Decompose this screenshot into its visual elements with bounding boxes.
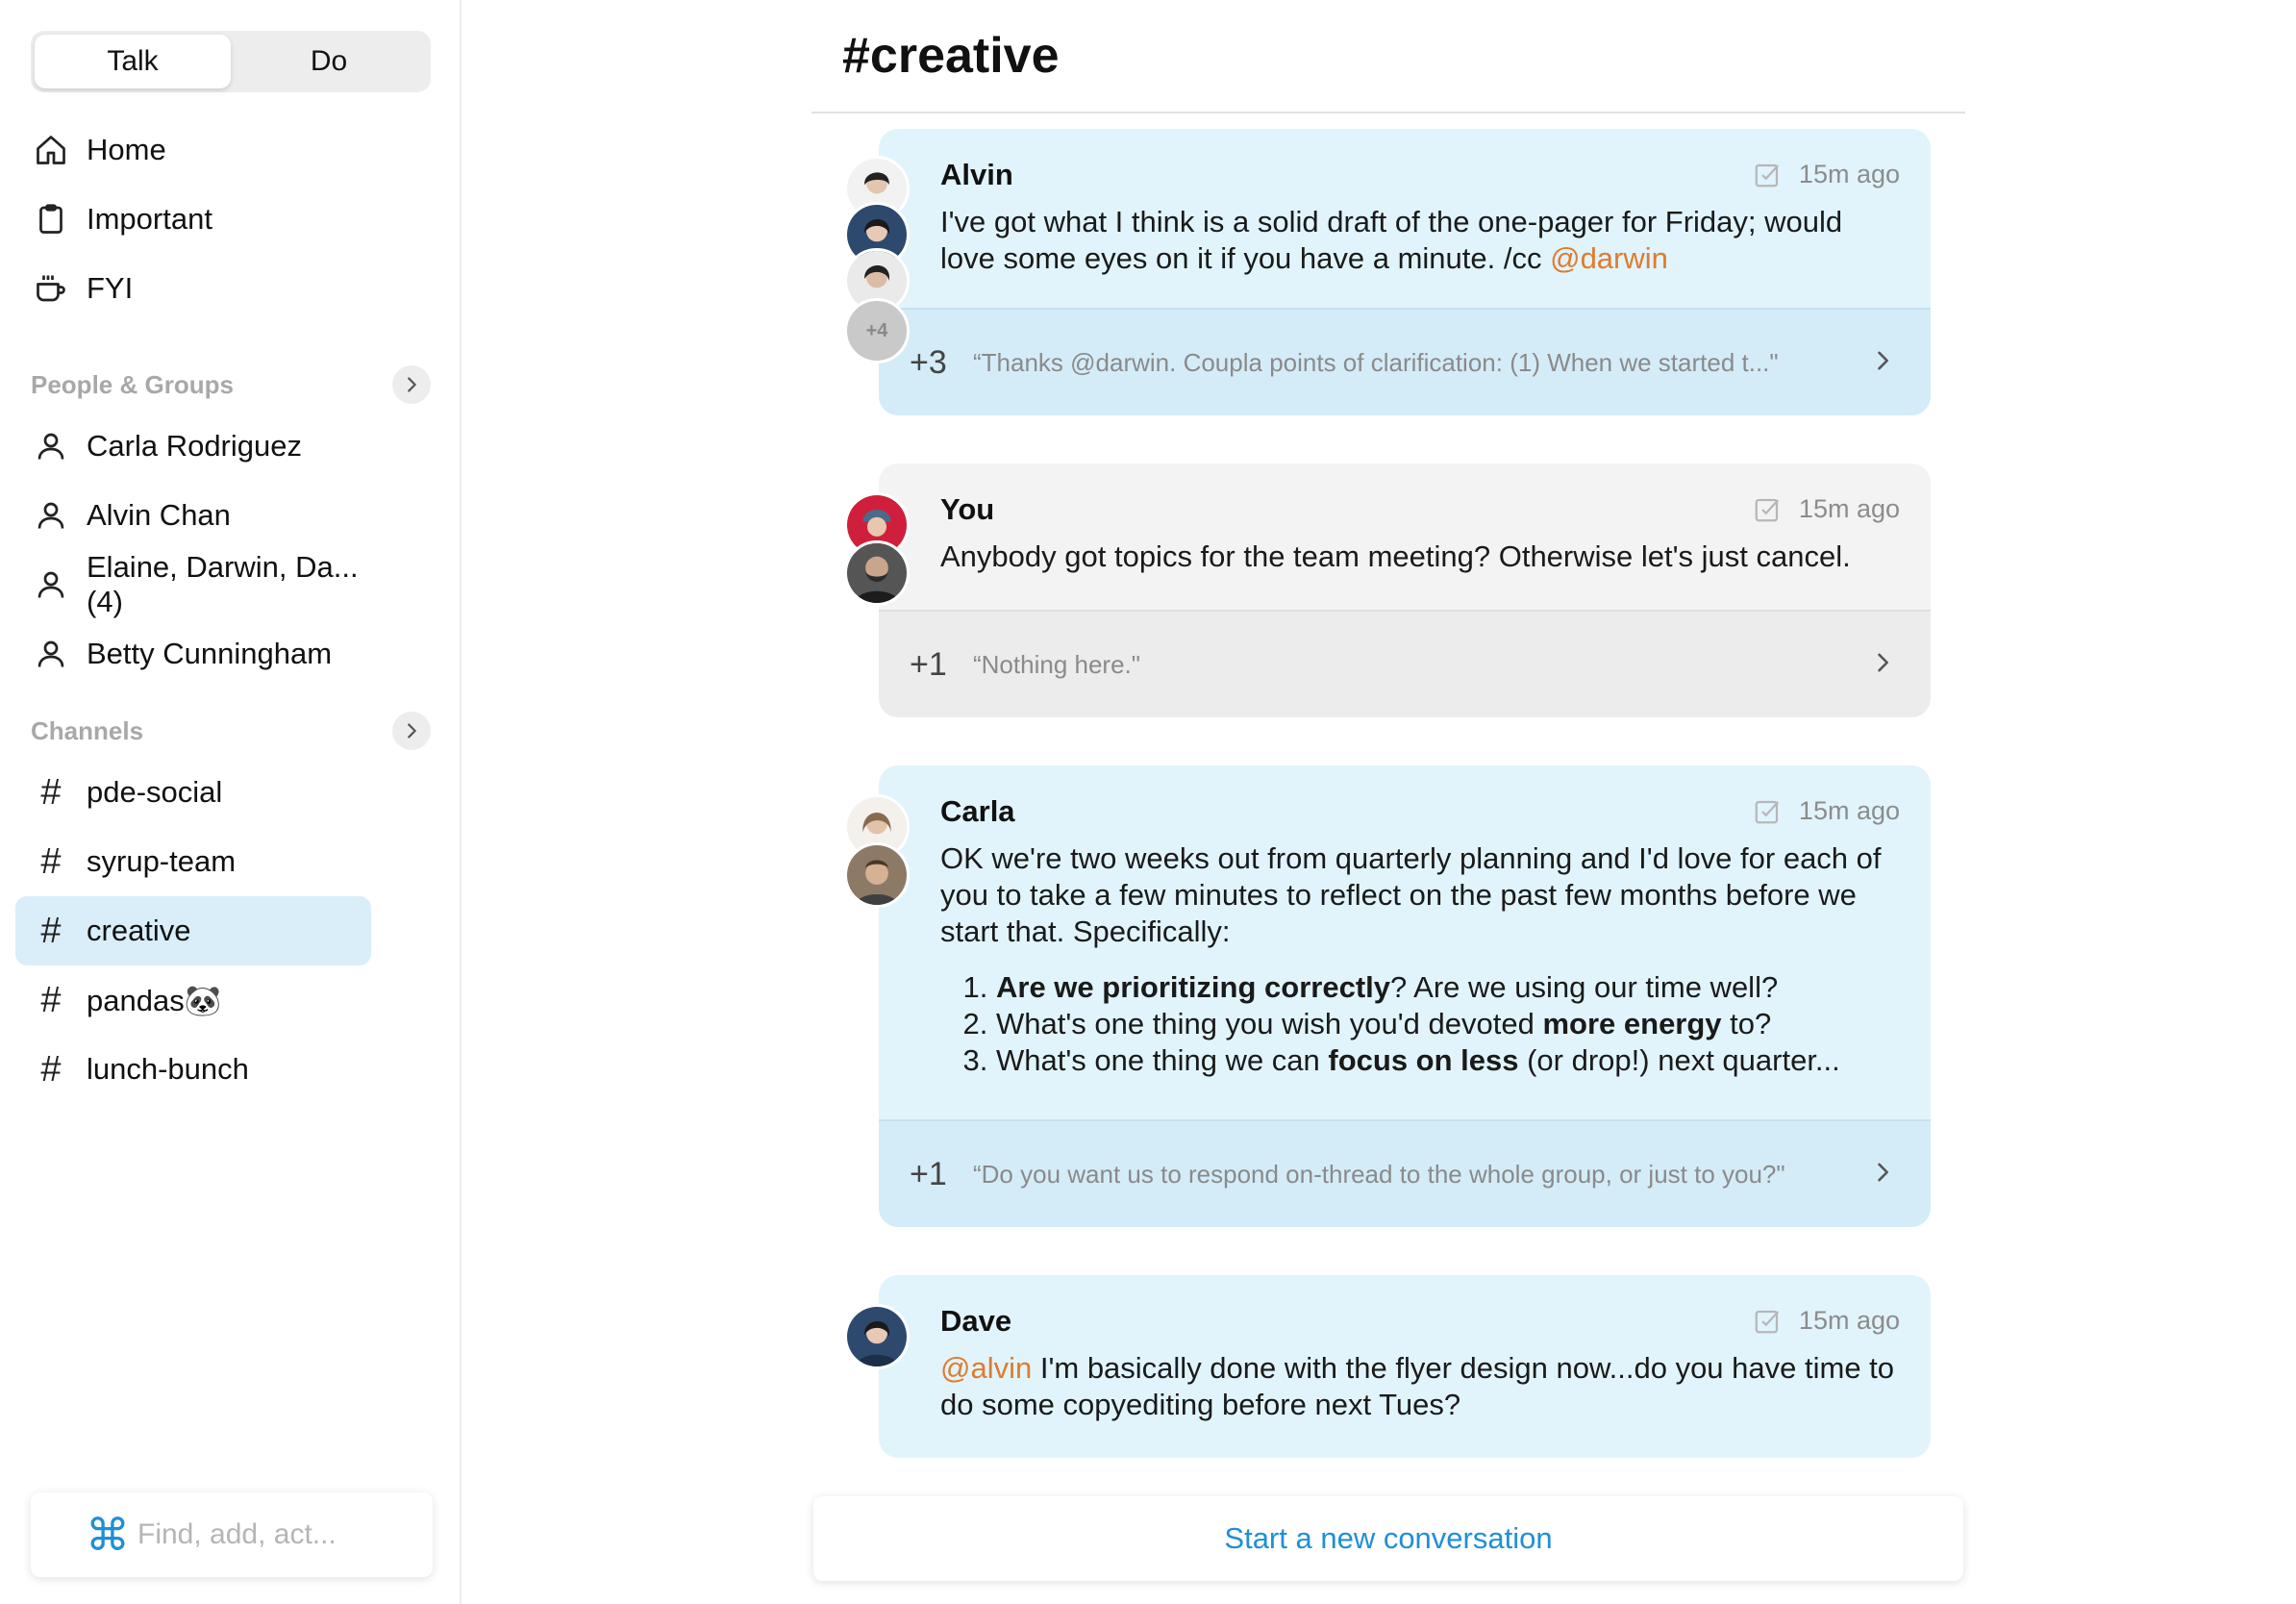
more-participants-badge[interactable]: +4	[844, 298, 910, 363]
message-text: Anybody got topics for the team meeting? Otherwise let's just cancel.	[940, 539, 1851, 573]
channel-item-pde-social[interactable]	[15, 758, 371, 827]
person-icon	[33, 497, 69, 534]
reply-count: +3	[910, 343, 947, 381]
hash-icon: #	[40, 979, 62, 1020]
person-item-carla[interactable]	[15, 412, 371, 481]
reply-preview: “Nothing here."	[973, 650, 1140, 679]
thread-reply-bar[interactable]	[879, 610, 1931, 717]
timestamp: 15m ago	[1798, 1306, 1900, 1335]
checkbox-icon[interactable]	[1753, 1307, 1782, 1336]
nav-item-label: Home	[87, 133, 166, 166]
person-icon	[33, 636, 69, 672]
message-body	[879, 529, 1931, 575]
channel-item-syrup-team[interactable]	[15, 827, 371, 896]
conversation-card[interactable]	[879, 765, 1931, 1227]
channel-item-creative[interactable]	[15, 896, 371, 965]
avatar	[844, 842, 910, 908]
group-item-elaine[interactable]	[15, 550, 371, 619]
conversation-card[interactable]	[879, 1275, 1931, 1458]
hash-icon: #	[40, 840, 62, 882]
chevron-right-icon	[1869, 347, 1896, 379]
list-item: 3. What's one thing we can focus on less (or drop!) next quarter...	[996, 1042, 1900, 1079]
do-tab[interactable]: Do	[310, 45, 348, 77]
conversation-card[interactable]	[879, 464, 1931, 717]
author-name: Dave	[940, 1304, 1012, 1338]
person-item-label: Alvin Chan	[87, 498, 231, 532]
talk-tab[interactable]: Talk	[35, 35, 231, 88]
avatar	[844, 540, 910, 606]
channel-item-label: lunch-bunch	[87, 1052, 249, 1086]
channel-item-label: creative	[87, 914, 191, 947]
list-item: 2. What's one thing you wish you'd devoted more energy to?	[996, 1006, 1900, 1042]
sidebar	[0, 0, 462, 1604]
nav-item-label: FYI	[87, 271, 134, 305]
hash-icon: #	[40, 910, 62, 951]
hash-icon: #	[40, 771, 62, 813]
mention-link[interactable]: @darwin	[1550, 241, 1668, 275]
channels-header	[31, 712, 431, 750]
chevron-right-icon[interactable]	[392, 712, 431, 750]
message-text: I've got what I think is a solid draft of the one-pager for Friday; would love some eyes on it if you have a minute. /cc	[940, 205, 1843, 275]
nav-item-label: Important	[87, 202, 212, 236]
search-input[interactable]	[137, 1518, 378, 1551]
message-body	[879, 1341, 1931, 1423]
command-icon: ⌘	[86, 1510, 130, 1560]
list-item: 1. Are we prioritizing correctly? Are we using our time well?	[996, 969, 1900, 1006]
author-name: Carla	[940, 794, 1015, 828]
chevron-right-icon	[1869, 1159, 1896, 1190]
channel-item-pandas[interactable]	[15, 965, 371, 1035]
author-name: Alvin	[940, 158, 1013, 191]
avatar	[844, 1304, 910, 1369]
clipboard-icon	[33, 201, 69, 238]
hash-icon: #	[40, 1048, 62, 1090]
person-item-label: Carla Rodriguez	[87, 429, 302, 463]
message-text: I'm basically done with the flyer design now...do you have time to do some copyediting before next Tues?	[940, 1351, 1895, 1421]
reply-count: +1	[910, 1155, 947, 1192]
thread-reply-bar[interactable]	[879, 308, 1931, 415]
message-list	[940, 969, 1900, 1079]
message-body	[879, 831, 1931, 1079]
person-item-betty[interactable]	[15, 619, 371, 689]
person-icon	[33, 566, 69, 603]
nav-item-home[interactable]	[15, 115, 371, 185]
timestamp: 15m ago	[1798, 796, 1900, 825]
section-title: Channels	[31, 715, 144, 745]
channel-item-label: syrup-team	[87, 844, 237, 878]
nav-item-fyi[interactable]	[15, 254, 371, 323]
page-title: #creative	[842, 28, 1060, 84]
timestamp: 15m ago	[1798, 160, 1900, 188]
channel-item-label: pde-social	[87, 775, 223, 809]
thread-reply-bar[interactable]	[879, 1119, 1931, 1227]
reply-preview: “Do you want us to respond on-thread to the whole group, or just to you?"	[973, 1160, 1785, 1189]
new-conversation-button[interactable]: Start a new conversation	[813, 1496, 1963, 1581]
mention-link[interactable]: @alvin	[940, 1351, 1033, 1385]
author-name: You	[940, 492, 995, 526]
nav-item-important[interactable]	[15, 185, 371, 254]
person-icon	[33, 428, 69, 464]
section-title: People & Groups	[31, 369, 234, 399]
message-body	[879, 194, 1931, 277]
message-text: OK we're two weeks out from quarterly planning and I'd love for each of you to take a few minutes to reflect on the past few months before we start that. Specifically:	[940, 841, 1882, 948]
coffee-icon	[33, 270, 69, 307]
channel-item-lunch-bunch[interactable]	[15, 1035, 371, 1104]
chevron-right-icon	[1869, 649, 1896, 681]
conversation-card[interactable]	[879, 129, 1931, 415]
person-item-alvin[interactable]	[15, 481, 371, 550]
checkbox-icon[interactable]	[1753, 797, 1782, 826]
mode-toggle	[31, 31, 431, 92]
reply-count: +1	[910, 645, 947, 683]
people-groups-header	[31, 365, 431, 404]
home-icon	[33, 132, 69, 168]
chevron-right-icon[interactable]	[392, 365, 431, 404]
person-item-label: Elaine, Darwin, Da... (4)	[87, 550, 359, 618]
channel-item-label: pandas🐼	[87, 983, 222, 1017]
timestamp: 15m ago	[1798, 494, 1900, 523]
checkbox-icon[interactable]	[1753, 161, 1782, 189]
command-search[interactable]	[31, 1492, 433, 1577]
checkbox-icon[interactable]	[1753, 495, 1782, 524]
reply-preview: “Thanks @darwin. Coupla points of clarification: (1) When we started t..."	[973, 348, 1779, 377]
title-divider	[811, 112, 1965, 113]
person-item-label: Betty Cunningham	[87, 637, 333, 670]
